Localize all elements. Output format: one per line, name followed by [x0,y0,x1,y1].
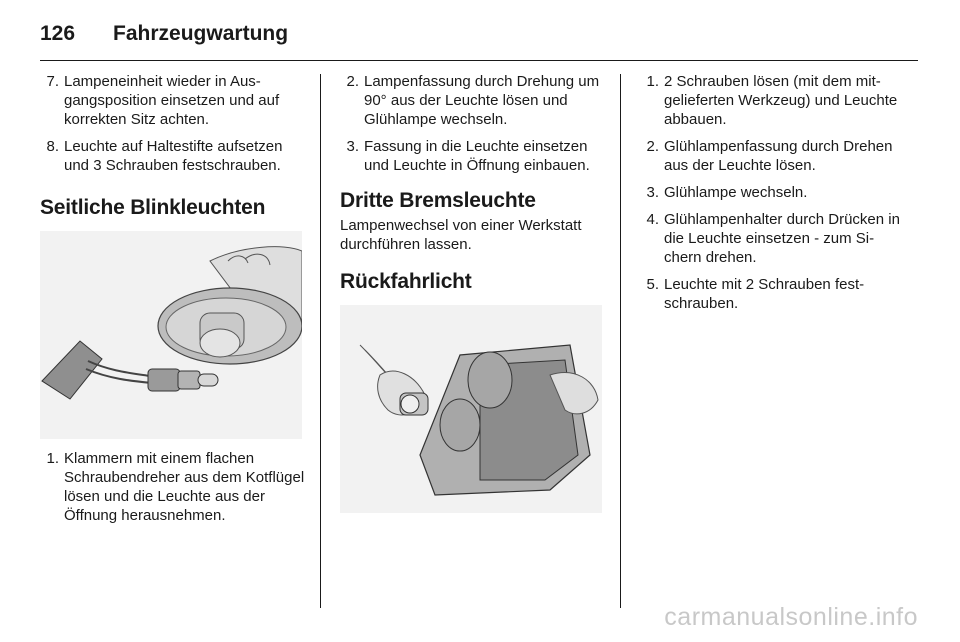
list-item [640,275,904,313]
section-heading-third-brake-light: Dritte Bremsleuchte [340,189,536,212]
list-item [40,449,306,525]
step-list [640,72,904,313]
column-divider-1 [320,74,321,608]
step-text: Lampeneinheit wieder in Ausgangsposition einsetzen und auf korrekten Sitz achten. [64,73,280,128]
step-number: 3. [646,184,659,201]
step-text: Leuchte auf Haltestifte aufsetzen und 3 Schrauben festschrauben. [64,138,283,174]
header-divider [40,60,918,61]
step-text: Leuchte mit 2 Schrauben festschrauben. [664,276,865,312]
step-number: 1. [46,450,59,467]
step-text: Fassung in die Leuchte einsetzen und Leuchte in Öffnung einbauen. [364,138,590,174]
list-item [340,72,604,129]
chapter-title: Fahrzeugwartung [113,22,289,45]
list-item [340,137,604,175]
page-number: 126 [40,22,76,45]
step-text: 2 Schrauben lösen (mit dem mitgelieferten Werkzeug) und Leuchte abbauen. [664,73,898,128]
step-number: 7. [46,73,59,90]
step-text: Lampenfassung durch Drehung um 90° aus der Leuchte lösen und Glühlampe wechseln. [364,73,600,128]
step-number: 2. [646,138,659,155]
reversing-light-drawing [340,305,602,513]
step-text: Klammern mit einem flachen Schraubendreher aus dem Kotflügel lösen und die Leuchte aus der Öffnung herausnehmen. [64,450,305,524]
column-1 [40,72,306,533]
step-text: Glühlampenhalter durch Drücken in die Leuchte einsetzen - zum Sichern drehen. [664,211,900,266]
list-item [40,137,306,175]
step-number: 5. [646,276,659,293]
list-item [640,137,904,175]
step-number: 2. [346,73,359,90]
step-text: Glühlampe wechseln. [664,184,808,201]
step-list [340,72,604,175]
step-list-bottom [40,449,306,525]
section-heading-reversing-light: Rückfahrlicht [340,270,472,293]
column-2 [340,72,604,513]
column-3 [640,72,904,321]
step-number: 3. [346,138,359,155]
step-number: 8. [46,138,59,155]
column-divider-2 [620,74,621,608]
section-heading-side-indicators: Seitliche Blinkleuchten [40,196,266,219]
reversing-light-illustration [340,305,602,513]
step-number: 1. [646,73,659,90]
step-text: Glühlampenfassung durch Drehen aus der Leuchte lösen. [664,138,893,174]
watermark: carmanualsonline.info [664,603,918,631]
step-list-top [40,72,306,175]
side-indicator-illustration [40,231,302,439]
list-item [640,183,904,202]
step-number: 4. [646,211,659,228]
list-item [640,72,904,129]
side-indicator-drawing [40,231,302,439]
brake-light-text: Lampenwechsel von einer Werkstatt durchführen lassen. [340,217,582,253]
page-header [40,16,288,52]
list-item [640,210,904,267]
list-item [40,72,306,129]
